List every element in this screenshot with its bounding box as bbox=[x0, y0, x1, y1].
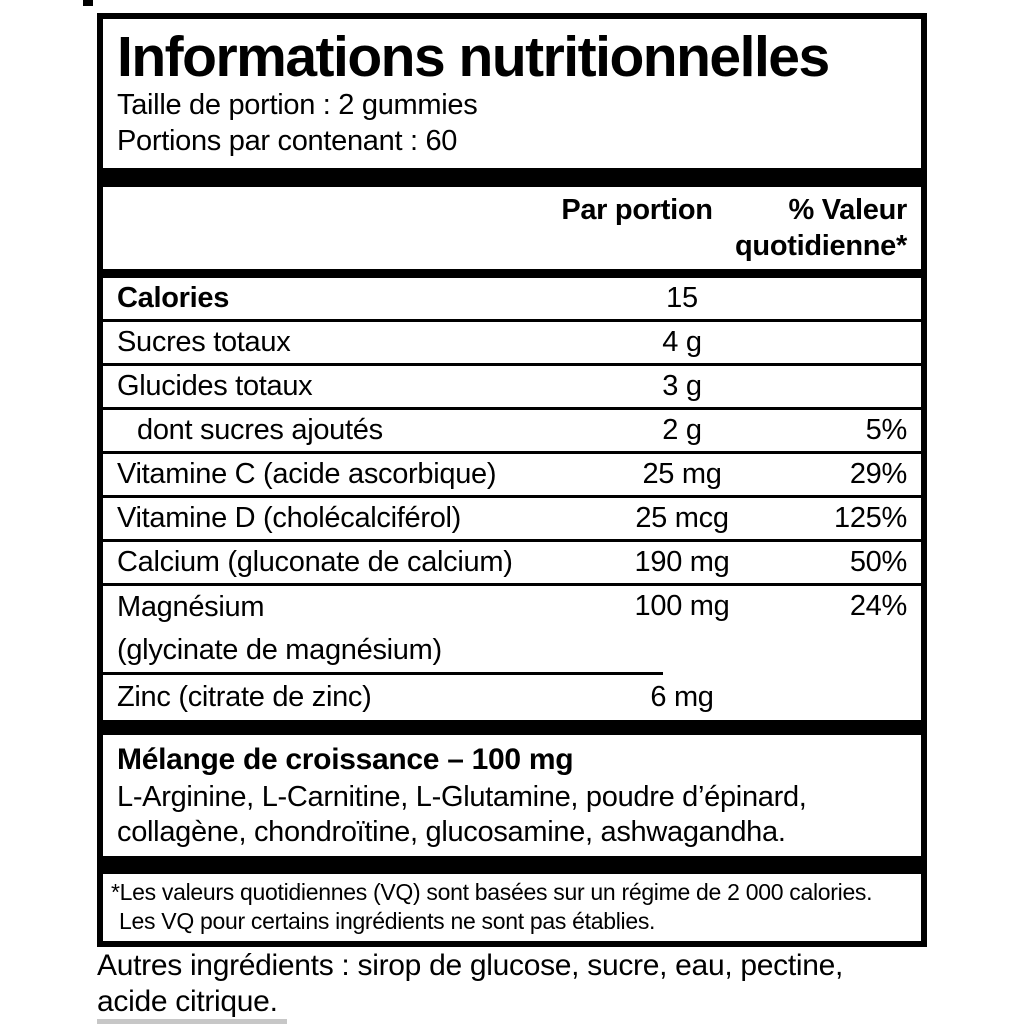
row-glucides-totaux bbox=[103, 366, 921, 410]
nutrient-name: Glucides totaux bbox=[117, 370, 313, 403]
blend-title: Mélange de croissance – 100 mg bbox=[117, 743, 574, 777]
nutrient-amount: 15 bbox=[666, 282, 698, 315]
row-zinc bbox=[103, 675, 921, 720]
nutrient-name-line1: Magnésium bbox=[117, 591, 265, 624]
nutrition-facts-panel bbox=[97, 13, 927, 947]
row-calories bbox=[103, 278, 921, 322]
column-header-daily-value bbox=[727, 192, 907, 264]
footnote-line1: *Les valeurs quotidiennes (VQ) sont basées sur un régime de 2 000 calories. bbox=[111, 879, 873, 906]
nutrient-name bbox=[117, 586, 592, 672]
row-vitamine-d bbox=[103, 498, 921, 542]
nutrient-daily-value: 125% bbox=[834, 502, 907, 535]
nutrient-amount: 3 g bbox=[662, 370, 702, 403]
panel-title: Informations nutritionnelles bbox=[117, 25, 829, 89]
row-magnesium bbox=[103, 586, 921, 672]
row-sucres-ajoutes bbox=[103, 410, 921, 454]
nutrient-amount: 25 mcg bbox=[635, 502, 729, 535]
divider-medium-header bbox=[103, 269, 921, 278]
nutrient-name: Sucres totaux bbox=[117, 326, 291, 359]
cutoff-bar-bottom bbox=[97, 1019, 287, 1024]
row-vitamine-c bbox=[103, 454, 921, 498]
column-header-per-serving: Par portion bbox=[561, 194, 713, 227]
nutrient-daily-value: 5% bbox=[865, 414, 907, 447]
daily-value-footnote bbox=[103, 874, 921, 941]
column-header-daily-value-line1: % Valeur bbox=[788, 194, 907, 227]
column-header-row bbox=[103, 187, 921, 269]
nutrient-daily-value: 24% bbox=[849, 590, 907, 623]
nutrient-amount: 100 mg bbox=[634, 590, 730, 623]
divider-thick-blend-top bbox=[103, 720, 921, 735]
column-header-daily-value-line2: quotidienne* bbox=[734, 230, 907, 263]
nutrient-amount: 4 g bbox=[662, 326, 702, 359]
blend-ingredients: L-Arginine, L-Carnitine, L-Glutamine, poudre d’épinard, collagène, chondroïtine, glucosamine, ashwagandha. bbox=[117, 781, 807, 849]
nutrient-name: Zinc (citrate de zinc) bbox=[117, 681, 372, 714]
nutrient-amount: 25 mg bbox=[642, 458, 722, 491]
divider-thick-footnote-top bbox=[103, 856, 921, 874]
nutrient-name: dont sucres ajoutés bbox=[137, 414, 383, 447]
nutrient-name: Vitamine D (cholécalciférol) bbox=[117, 502, 462, 535]
divider-thick-top bbox=[103, 168, 921, 187]
nutrient-name: Calories bbox=[117, 282, 230, 315]
nutrient-amount: 6 mg bbox=[650, 681, 714, 714]
nutrient-name: Calcium (gluconate de calcium) bbox=[117, 546, 513, 579]
serving-size-line: Taille de portion : 2 gummies bbox=[117, 89, 478, 122]
row-calcium bbox=[103, 542, 921, 586]
blend-section bbox=[103, 735, 921, 856]
nutrient-daily-value: 50% bbox=[849, 546, 907, 579]
servings-per-container-line: Portions par contenant : 60 bbox=[117, 125, 458, 158]
row-sucres-totaux bbox=[103, 322, 921, 366]
nutrient-amount: 190 mg bbox=[634, 546, 730, 579]
nutrient-amount: 2 g bbox=[662, 414, 702, 447]
nutrient-name: Vitamine C (acide ascorbique) bbox=[117, 458, 497, 491]
photo-artifact-mark bbox=[83, 0, 93, 6]
nutrient-daily-value: 29% bbox=[849, 458, 907, 491]
footnote-line2: Les VQ pour certains ingrédients ne sont pas établies. bbox=[119, 908, 656, 935]
other-ingredients-text: Autres ingrédients : sirop de glucose, sucre, eau, pectine, acide citrique. bbox=[97, 949, 844, 1018]
nutrient-name-line2: (glycinate de magnésium) bbox=[117, 634, 442, 667]
